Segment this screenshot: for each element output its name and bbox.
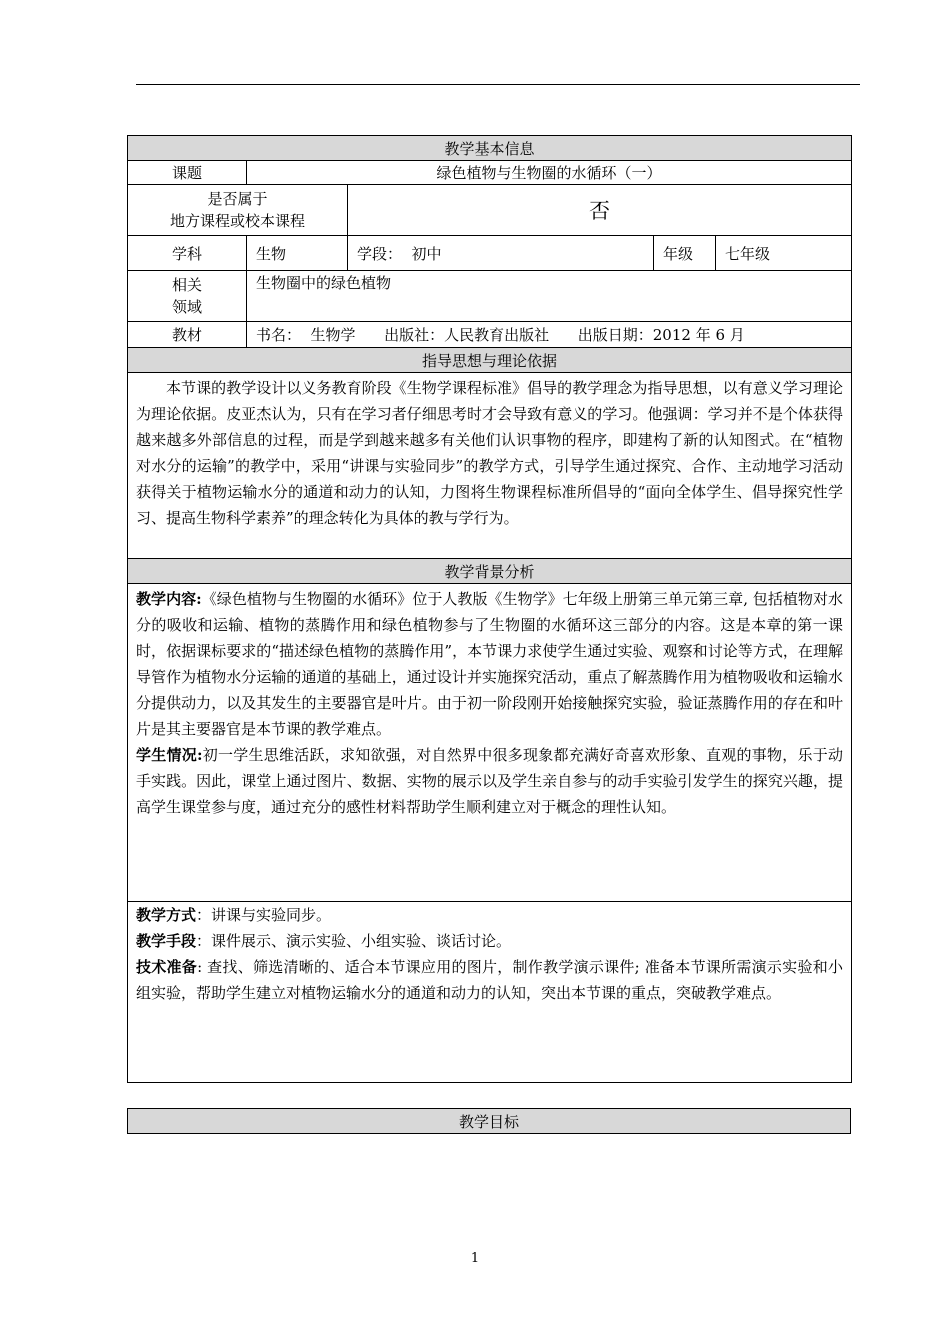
textbook-value: 书名： 生物学 出版社：人民教育出版社 出版日期：2012 年 6 月 [247, 322, 852, 348]
teaching-method-paragraph [136, 902, 843, 928]
guiding-header-row [128, 348, 852, 373]
topic-row [128, 161, 852, 185]
textbook-label: 教材 [128, 322, 247, 348]
basic-info-header-row [128, 136, 852, 161]
tech-prep-text: : 查找、筛选清晰的、适合本节课应用的图片，制作教学演示课件; 准备本节课所需演示实验和小组实验，帮助学生建立对植物运输水分的通道和动力的认知，突出本节课的重点，突破教学难点。 [136, 958, 843, 1002]
stage-text: 学段： 初中 [348, 236, 654, 271]
textbook-row [128, 322, 852, 348]
field-label [128, 271, 247, 322]
guiding-body-row [128, 373, 852, 559]
grade-value: 七年级 [716, 236, 852, 271]
background-body [128, 584, 852, 902]
student-situation-label: 学生情况: [136, 746, 203, 764]
guiding-paragraph: 本节课的教学设计以义务教育阶段《生物学课程标准》倡导的教学理念为指导思想，以有意义学习理论为理论依据。皮亚杰认为，只有在学习者仔细思考时才会导致有意义的学习。他强调：学习并不是个体获得越来越多外部信息的过程，而是学到越来越多有关他们认识事物的程序，即建构了新的认知图式。在“植物对水分的运输”的教学中，采用“讲课与实验同步”的教学方式，引导学生通过探究、合作、主动地学习活动获得关于植物运输水分的通道和动力的认知，力图将生物课程标准所倡导的“面向全体学生、倡导探究性学习、提高生物科学素养”的理念转化为具体的教与学行为。 [136, 379, 843, 527]
topic-label: 课题 [128, 161, 247, 185]
background-header: 教学背景分析 [128, 559, 852, 584]
subject-row [128, 236, 852, 271]
subject-label: 学科 [128, 236, 247, 271]
methods-row [128, 902, 852, 1083]
teaching-means-text: ：课件展示、演示实验、小组实验、谈话讨论。 [196, 932, 512, 950]
field-label-line2: 领域 [171, 298, 202, 316]
page-number: 1 [470, 1251, 480, 1266]
background-body-row [128, 584, 852, 902]
student-situation-text: 初一学生思维活跃，求知欲强，对自然界中很多现象都充满好奇喜欢形象、直观的事物，乐于动手实践。因此，课堂上通过图片、数据、实物的展示以及学生亲自参与的动手实验引发学生的探究兴趣，提高学生课堂参与度，通过充分的感性材料帮助学生顺利建立对于概念的理性认知。 [136, 746, 843, 816]
local-course-label-line1: 是否属于 [207, 190, 268, 208]
background-header-row [128, 559, 852, 584]
goals-header-row [128, 1109, 851, 1134]
teaching-method-text: ：讲课与实验同步。 [196, 906, 332, 924]
teaching-means-paragraph [136, 928, 843, 954]
tech-prep-label: 技术准备 [136, 958, 198, 976]
teaching-content-text: 《绿色植物与生物圈的水循环》位于人教版《生物学》七年级上册第三单元第三章, 包括植物对水分的吸收和运输、植物的蒸腾作用和绿色植物参与了生物圈的水循环这三部分的内容。这是本章的第一课时，依据课标要求的“描述绿色植物的蒸腾作用”，本节课力求使学生通过实验、观察和讨论等方式，在理解导管作为植物水分运输的通道的基础上，通过设计并实施探究活动，重点了解蒸腾作用为植物吸收和运输水分提供动力，以及其发生的主要器官是叶片。由于初一阶段刚开始接触探究实验，验证蒸腾作用的存在和叶片是其主要器官是本节课的教学难点。 [136, 590, 843, 738]
topic-value: 绿色植物与生物圈的水循环（一） [247, 161, 852, 185]
local-course-row [128, 185, 852, 236]
lesson-info-table [127, 135, 852, 1083]
teaching-means-label: 教学手段 [136, 932, 197, 950]
local-course-label-line2: 地方课程或校本课程 [169, 212, 305, 230]
page-header-rule [136, 84, 860, 85]
field-label-line1: 相关 [171, 276, 202, 294]
grade-label: 年级 [654, 236, 716, 271]
basic-info-header: 教学基本信息 [128, 136, 852, 161]
teaching-goals-table [127, 1108, 851, 1134]
local-course-value: 否 [348, 185, 852, 236]
subject-value: 生物 [247, 236, 348, 271]
guiding-header: 指导思想与理论依据 [128, 348, 852, 373]
teaching-method-label: 教学方式 [136, 906, 197, 924]
teaching-content-label: 教学内容: [136, 590, 202, 608]
tech-prep-paragraph [136, 954, 843, 1006]
local-course-label [128, 185, 348, 236]
methods-body [128, 902, 852, 1083]
goals-header: 教学目标 [128, 1109, 851, 1134]
field-row [128, 271, 852, 322]
student-situation-paragraph [136, 742, 843, 820]
guiding-body [128, 373, 852, 559]
field-value: 生物圈中的绿色植物 [247, 271, 852, 322]
teaching-content-paragraph [136, 586, 843, 742]
